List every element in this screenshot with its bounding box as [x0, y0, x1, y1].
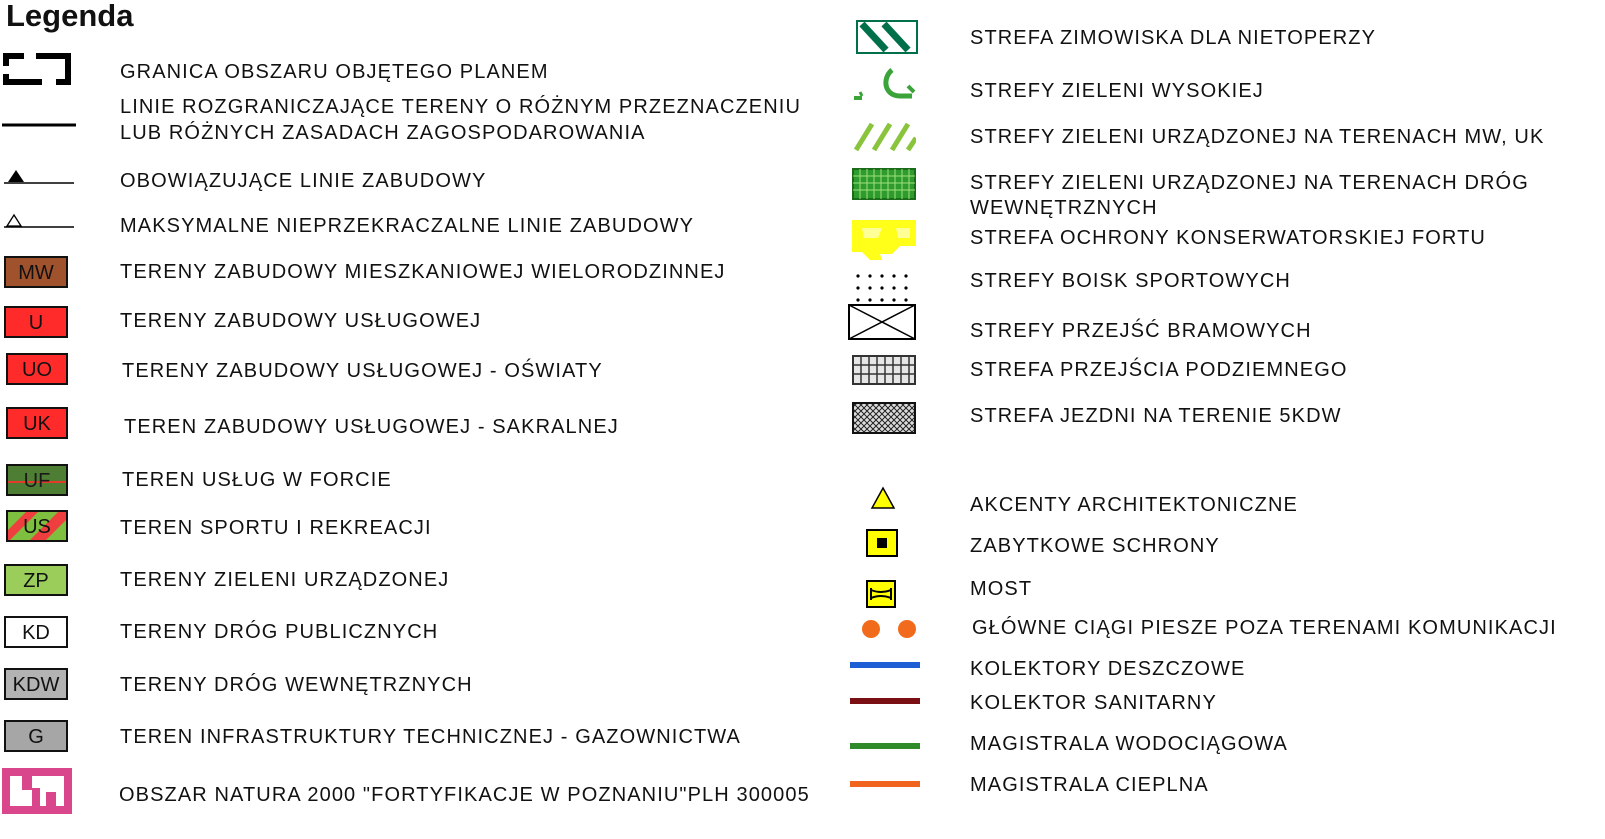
plan-boundary-icon: [2, 52, 72, 88]
bat-wintering-zone-icon: [856, 20, 918, 54]
legend-label: WEWNĘTRZNYCH: [970, 197, 1158, 219]
legend-label: TERENY ZABUDOWY USŁUGOWEJ: [120, 310, 482, 332]
legend-label: STREFY ZIELENI URZĄDZONEJ NA TERENACH MW, UK: [970, 126, 1545, 148]
roadway-5kdw-icon: [852, 402, 916, 434]
sanitary-sewer-line-icon: [850, 697, 920, 705]
land-use-code-box: [6, 464, 68, 496]
land-use-code-box: G: [4, 720, 68, 752]
land-use-code-text: UF: [23, 470, 51, 492]
legend-label: AKCENTY ARCHITEKTONICZNE: [970, 494, 1298, 516]
legend-label: STREFA ZIMOWISKA DLA NIETOPERZY: [970, 27, 1377, 49]
bridge-icon: [866, 580, 896, 608]
legend-label: KOLEKTORY DESZCZOWE: [970, 658, 1246, 680]
legend-label: TERENY DRÓG WEWNĘTRZNYCH: [120, 674, 473, 696]
legend-label: LINIE ROZGRANICZAJĄCE TERENY O RÓŻNYM PRZEZNACZENIU: [120, 96, 801, 118]
legend-label: STREFA PRZEJŚCIA PODZIEMNEGO: [970, 359, 1348, 381]
pedestrian-route-icon: [860, 618, 920, 640]
heating-main-line-icon: [850, 780, 920, 788]
land-use-code-text: US: [23, 516, 51, 538]
fort-conservation-zone-icon: [852, 216, 918, 260]
legend-label: TEREN ZABUDOWY USŁUGOWEJ - SAKRALNEJ: [124, 416, 619, 438]
greenery-internal-roads-icon: [852, 168, 916, 200]
legend-label: STREFA OCHRONY KONSERWATORSKIEJ FORTU: [970, 227, 1486, 249]
legend-label: ZABYTKOWE SCHRONY: [970, 535, 1220, 557]
land-use-code-box: [6, 510, 68, 542]
legend-label: KOLEKTOR SANITARNY: [970, 692, 1217, 714]
architectural-accent-icon: [870, 486, 896, 510]
storm-sewer-line-icon: [850, 661, 920, 669]
land-use-code-box: KDW: [4, 668, 68, 700]
legend-label: STREFY PRZEJŚĆ BRAMOWYCH: [970, 320, 1312, 342]
legend-label: TEREN USŁUG W FORCIE: [122, 469, 392, 491]
legend-label: GRANICA OBSZARU OBJĘTEGO PLANEM: [120, 61, 549, 83]
legend-label: TERENY ZABUDOWY MIESZKANIOWEJ WIELORODZINNEJ: [120, 261, 726, 283]
legend-label: TERENY DRÓG PUBLICZNYCH: [120, 621, 439, 643]
legend-label: STREFY ZIELENI URZĄDZONEJ NA TERENACH DRÓG: [970, 172, 1529, 194]
legend-label: MOST: [970, 578, 1033, 600]
legend-label: TEREN SPORTU I REKREACJI: [120, 517, 432, 539]
legend-label: STREFY ZIELENI WYSOKIEJ: [970, 80, 1264, 102]
greenery-mw-uk-icon: [854, 120, 916, 152]
max-building-line-icon: [4, 212, 74, 230]
sports-fields-icon: [852, 270, 916, 306]
demarcation-line-icon: [2, 122, 76, 128]
land-use-code-box: U: [4, 306, 68, 338]
legend-label: TERENY ZIELENI URZĄDZONEJ: [120, 569, 450, 591]
historic-shelter-icon: [866, 529, 898, 557]
legend-label: OBOWIĄZUJĄCE LINIE ZABUDOWY: [120, 170, 487, 192]
land-use-code-box: MW: [4, 256, 68, 288]
legend-label: MAGISTRALA WODOCIĄGOWA: [970, 733, 1288, 755]
legend-label: LUB RÓŻNYCH ZASADACH ZAGOSPODAROWANIA: [120, 122, 646, 144]
underground-passage-icon: [852, 355, 916, 385]
land-use-code-box: UK: [6, 407, 68, 439]
legend-label: TERENY ZABUDOWY USŁUGOWEJ - OŚWIATY: [122, 360, 603, 382]
land-use-code-box: UO: [6, 353, 68, 385]
legend-label: MAGISTRALA CIEPLNA: [970, 774, 1209, 796]
high-greenery-icon: [852, 66, 918, 102]
land-use-code-box: KD: [4, 616, 68, 648]
legend-label: TEREN INFRASTRUKTURY TECHNICZNEJ - GAZOWNICTWA: [120, 726, 741, 748]
legend-label: STREFY BOISK SPORTOWYCH: [970, 270, 1291, 292]
legend-label: GŁÓWNE CIĄGI PIESZE POZA TERENAMI KOMUNIKACJI: [972, 617, 1557, 639]
legend-title: Legenda: [6, 0, 134, 33]
legend-label: OBSZAR NATURA 2000 "FORTYFIKACJE W POZNANIU"PLH 300005: [119, 784, 810, 806]
legend-label: STREFA JEZDNI NA TERENIE 5KDW: [970, 405, 1342, 427]
legend-label: MAKSYMALNE NIEPRZEKRACZALNE LINIE ZABUDOWY: [120, 215, 695, 237]
mandatory-building-line-icon: [4, 168, 74, 186]
land-use-code-box: ZP: [4, 564, 68, 596]
natura-2000-icon: [2, 768, 72, 814]
water-main-line-icon: [850, 742, 920, 750]
gate-passage-icon: [848, 304, 916, 340]
